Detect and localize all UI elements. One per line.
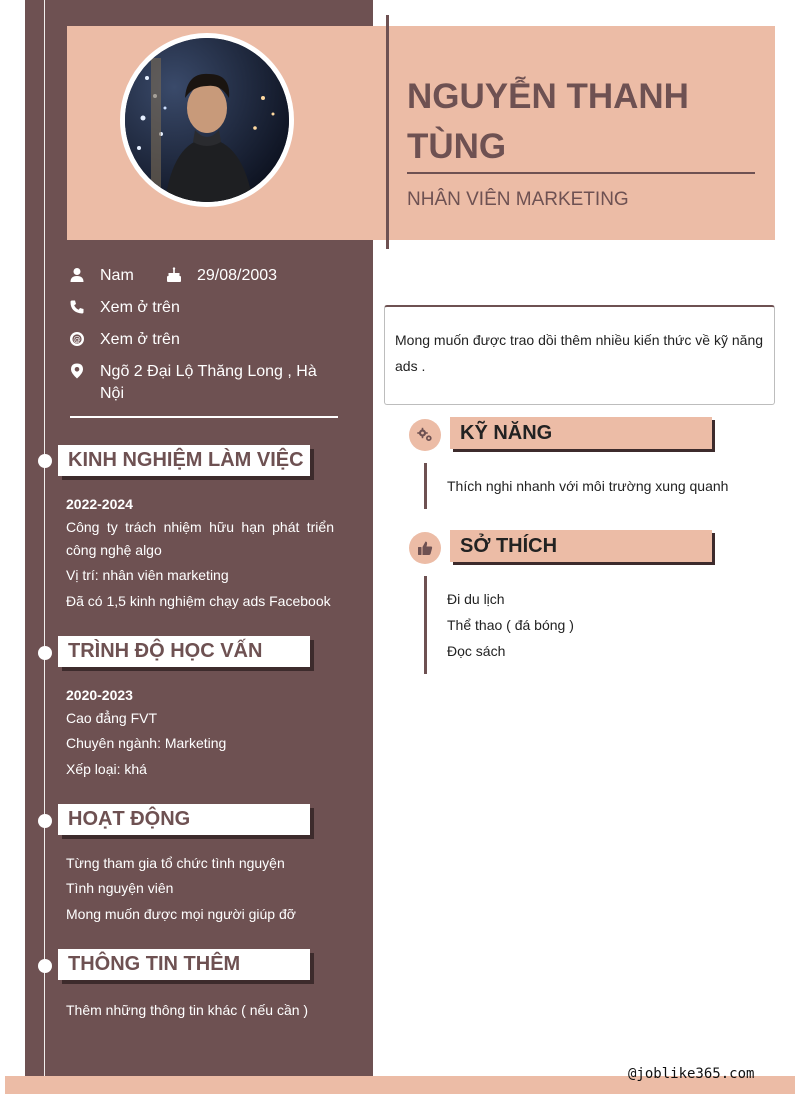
experience-note: Đã có 1,5 kinh nghiệm chạy ads Facebook: [66, 593, 331, 609]
experience-position: Vị trí: nhân viên marketing: [66, 567, 229, 583]
activity-item: Tình nguyện viên: [66, 880, 174, 896]
skills-heading: KỸ NĂNG: [450, 417, 712, 449]
activity-item: Từng tham gia tổ chức tình nguyện: [66, 855, 285, 871]
birthday-cake-icon: [165, 266, 183, 284]
hobby-item: Đi du lịch: [447, 591, 505, 607]
timeline-dot: [38, 814, 52, 828]
profile-photo: [120, 33, 294, 207]
profile-photo-image: [125, 38, 289, 202]
education-heading: TRÌNH ĐỘ HỌC VẤN: [58, 636, 310, 667]
phone-value: Xem ở trên: [100, 299, 180, 316]
name-underline: [407, 172, 755, 174]
career-objective-box: [384, 305, 775, 405]
timeline-dot: [38, 454, 52, 468]
site-watermark: @joblike365.com: [628, 1066, 755, 1082]
activities-heading: HOẠT ĐỘNG: [58, 804, 310, 835]
additional-info-heading: THÔNG TIN THÊM: [58, 949, 310, 980]
candidate-name: NGUYỄN THANH TÙNG: [407, 77, 689, 166]
career-objective-text: Mong muốn được trao dồi thêm nhiều kiến thức về kỹ năng ads .: [395, 332, 764, 374]
education-major: Chuyên ngành: Marketing: [66, 735, 227, 751]
location-pin-icon: [68, 362, 86, 380]
experience-heading: KINH NGHIỆM LÀM VIỆC: [58, 445, 310, 476]
header-divider: [386, 15, 389, 249]
email-at-icon: [68, 330, 86, 348]
contact-gender-row: [68, 265, 134, 287]
timeline-dot: [38, 646, 52, 660]
skill-item: Thích nghi nhanh với môi trường xung quanh: [447, 478, 729, 494]
additional-info-text: Thêm những thông tin khác ( nếu cần ): [66, 1002, 309, 1018]
user-icon: [68, 266, 86, 284]
birthday-value: 29/08/2003: [197, 267, 278, 284]
contact-separator: [70, 416, 338, 418]
thumbs-up-icon: [409, 532, 441, 564]
experience-period: 2022-2024: [66, 496, 133, 512]
timeline-dot: [38, 959, 52, 973]
contact-email-row: [68, 329, 180, 351]
hobby-item: Thể thao ( đá bóng ): [447, 617, 574, 633]
contact-birthday-row: [165, 265, 277, 287]
phone-icon: [68, 298, 86, 316]
address-value: Ngõ 2 Đại Lộ Thăng Long , Hà Nội: [100, 363, 317, 402]
hobbies-accent-bar: [424, 576, 427, 674]
skills-accent-bar: [424, 463, 427, 509]
hobbies-heading: SỞ THÍCH: [450, 530, 712, 562]
activity-item: Mong muốn được mọi người giúp đỡ: [66, 906, 296, 922]
education-school: Cao đẳng FVT: [66, 710, 158, 726]
education-period: 2020-2023: [66, 687, 133, 703]
timeline-line: [44, 0, 45, 1094]
hobby-item: Đọc sách: [447, 643, 506, 659]
contact-address-row: [68, 361, 328, 405]
gears-icon: [409, 419, 441, 451]
email-value: Xem ở trên: [100, 331, 180, 348]
svg-text:@: @: [73, 334, 81, 344]
experience-company: Công ty trách nhiệm hữu hạn phát triển công nghệ algo: [66, 519, 334, 558]
contact-phone-row: [68, 297, 180, 319]
gender-value: Nam: [100, 267, 134, 284]
education-grade: Xếp loại: khá: [66, 761, 147, 777]
job-title: NHÂN VIÊN MARKETING: [407, 189, 629, 210]
